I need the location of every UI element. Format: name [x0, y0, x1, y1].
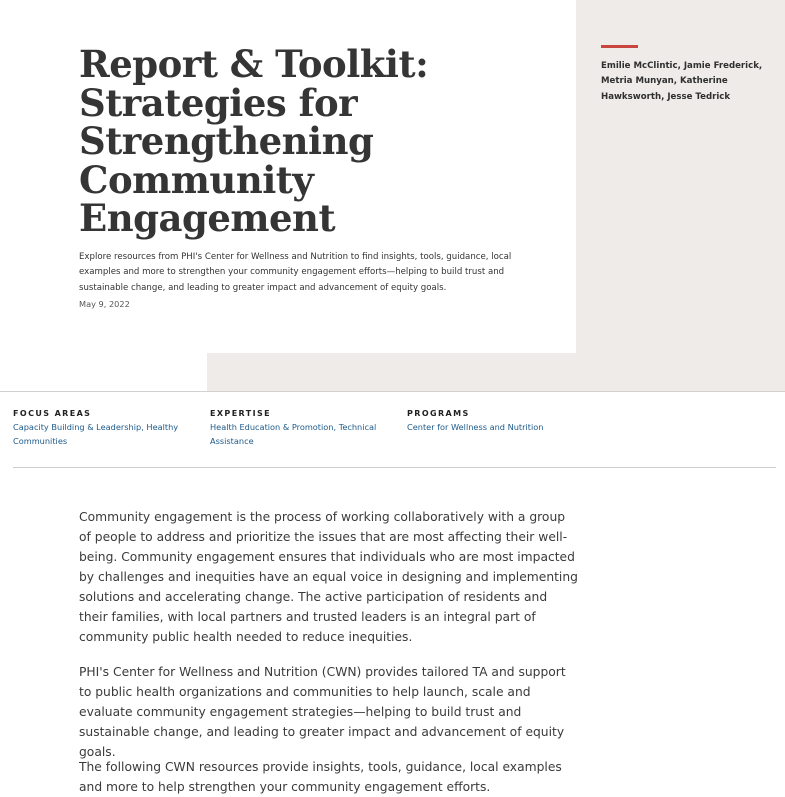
meta-divider [13, 467, 776, 468]
programs [407, 409, 607, 434]
hero-bottom-band [207, 353, 785, 392]
body-paragraph: Community engagement is the process of working collaboratively with a group of people to address and prioritize the issues that are most affecting their well-being. Community engagement ensures that individuals who are most impacted by challenges and inequities have an equal voice in designing and implementing solutions and accelerating change. The active participation of residents and their families, with local partners and trusted leaders is an integral part of community public health needed to reduce inequities. [79, 510, 578, 644]
body-paragraph: PHI's Center for Wellness and Nutrition (CWN) provides tailored TA and support to public health organizations and communities to help launch, scale and evaluate community engagement strategies—helping to build trust and sustainable change, and leading to greater impact and advancement of equity goals. [79, 665, 566, 759]
program-link[interactable]: Center for Wellness and Nutrition [407, 422, 544, 432]
hero-divider [0, 391, 785, 392]
page-title: Report & Toolkit: Strategies for Strengthening Community Engagement [79, 42, 429, 240]
authors: Emilie McClintic, Jamie Frederick, Metria Munyan, Katherine Hawksworth, Jesse Tedrick [601, 61, 763, 102]
accent-bar [601, 45, 638, 48]
expertise-link[interactable]: Health Education & Promotion [210, 422, 334, 432]
expertise-label: EXPERTISE [210, 409, 272, 418]
expertise-link[interactable]: Technical Assistance [210, 422, 377, 446]
publish-date: May 9, 2022 [79, 299, 130, 309]
expertise: EXPERTISE Health Education & Promotion, Technical Assistance [210, 409, 380, 448]
focus-area-link[interactable]: Capacity Building & Leadership [13, 422, 142, 432]
focus-areas-label: FOCUS AREAS [13, 409, 92, 418]
focus-area-link[interactable]: Healthy Communities [13, 422, 179, 446]
intro-text: Explore resources from PHI's Center for Wellness and Nutrition to find insights, tools, guidance, local examples and more to strengthen your community engagement efforts—helping to build trust and sustainable change, and leading to greater impact and advancement of equity goals. [79, 252, 512, 293]
programs-label: PROGRAMS [407, 409, 470, 418]
focus-areas: FOCUS AREAS Capacity Building & Leadership, Healthy Communities [13, 409, 193, 448]
body-paragraph: The following CWN resources provide insights, tools, guidance, local examples and more to help strengthen your community engagement efforts. [79, 760, 562, 794]
